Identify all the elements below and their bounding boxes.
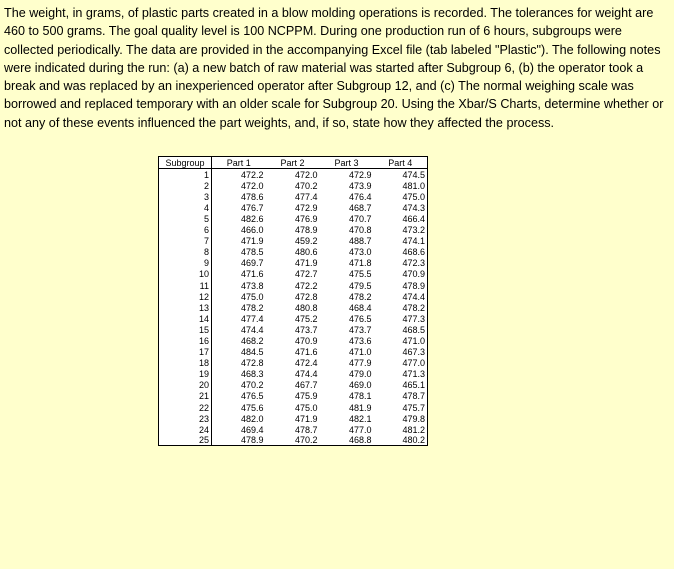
header-part-2: Part 2: [266, 157, 320, 169]
cell-subgroup: 6: [159, 224, 212, 235]
cell-part-3: 478.2: [348, 291, 372, 302]
cell-part-2: 472.9: [294, 202, 318, 213]
cell-part-1: 471.9: [240, 236, 264, 247]
table-row: [159, 401, 428, 412]
cell-part-4: 474.3: [374, 202, 428, 213]
cell-part-1: 468.2: [240, 336, 264, 346]
cell-part-3: 479.0: [348, 369, 372, 380]
cell-part-4: 468.5: [374, 324, 428, 335]
table-row: [159, 302, 428, 313]
cell-part-3: 468.4: [348, 302, 372, 313]
table-row: [159, 180, 428, 191]
cell-part-2: 472.7: [294, 269, 318, 280]
cell-part-3: 470.7: [348, 213, 372, 224]
cell-part-2: 475.9: [294, 391, 318, 402]
cell-part-3: 482.1: [348, 413, 372, 424]
cell-part-3: 473.6: [348, 336, 372, 346]
cell-part-1: 475.0: [240, 291, 264, 302]
header-part-1: Part 1: [212, 157, 266, 169]
cell-part-4: 467.3: [374, 346, 428, 357]
cell-part-3: 488.7: [348, 236, 372, 247]
cell-part-3: 473.0: [348, 247, 372, 258]
cell-subgroup: 18: [159, 357, 212, 368]
cell-part-1: 474.4: [240, 324, 264, 335]
cell-part-1: 472.0: [240, 180, 264, 191]
cell-part-2: 459.2: [294, 236, 318, 247]
cell-part-4: 474.1: [374, 235, 428, 246]
table-header-row: [159, 157, 428, 169]
table-row: [159, 169, 428, 180]
cell-part-1: 478.5: [240, 247, 264, 258]
cell-part-1: 477.4: [240, 313, 264, 324]
cell-part-4: 474.4: [374, 291, 428, 302]
cell-part-1: 482.0: [240, 413, 264, 424]
cell-part-2: 473.7: [294, 324, 318, 335]
problem-statement: The weight, in grams, of plastic parts created in a blow molding operations is recorded. The tolerances for weight are 460 to 500 grams. The goal quality level is 100 NCPPM. During one production run of 6 hours, subgroups were collected periodically. The data are provided in the accompanying Excel file (tab labeled "Plastic"). The following notes were indicated during the run: (a) a new batch of raw material was started after Subgroup 6, (b) the operator took a break and was replaced by an inexperienced operator after Subgroup 12, and (c) The normal weighing scale was borrowed and replaced temporary with an older scale for Subgroup 20. Using the Xbar/S Charts, determine whether or not any of these events influenced the part weights, and, if so, state how they affected the process.: [4, 6, 664, 130]
table-row: [159, 268, 428, 279]
table-row: [159, 435, 428, 446]
cell-subgroup: 23: [159, 413, 212, 424]
cell-part-1: 478.9: [212, 435, 266, 446]
cell-part-4: 465.1: [374, 379, 428, 390]
cell-part-1: 473.8: [240, 280, 264, 291]
cell-part-3: 475.5: [348, 269, 372, 280]
cell-part-2: 472.8: [294, 291, 318, 302]
cell-subgroup: 20: [159, 379, 212, 390]
cell-part-1: 475.6: [240, 402, 264, 413]
cell-subgroup: 25: [159, 435, 212, 446]
cell-part-4: 481.2: [374, 424, 428, 435]
cell-part-2: 471.9: [294, 413, 318, 424]
cell-subgroup: 5: [159, 213, 212, 224]
cell-part-1: 478.2: [240, 302, 264, 313]
cell-part-2: 470.9: [294, 336, 318, 346]
table-row: [159, 291, 428, 302]
cell-part-2: 471.6: [294, 347, 318, 358]
table-row: [159, 224, 428, 235]
table-row: [159, 368, 428, 379]
table-row: [159, 279, 428, 290]
cell-part-3: 472.9: [348, 169, 372, 180]
cell-subgroup: 12: [159, 291, 212, 302]
table-row: [159, 413, 428, 424]
cell-part-3: 476.5: [348, 313, 372, 324]
header-part-4: Part 4: [374, 157, 428, 169]
cell-subgroup: 11: [159, 279, 212, 290]
cell-part-4: 473.2: [374, 224, 428, 235]
cell-subgroup: 3: [159, 191, 212, 202]
table-row: [159, 257, 428, 268]
cell-part-1: 472.8: [240, 358, 264, 369]
cell-part-4: 478.9: [374, 279, 428, 290]
cell-part-1: 476.7: [240, 202, 264, 213]
cell-part-3: 468.7: [348, 202, 372, 213]
cell-part-3: 481.9: [348, 402, 372, 413]
cell-part-1: 482.6: [240, 213, 264, 224]
cell-subgroup: 24: [159, 424, 212, 435]
cell-part-4: 474.5: [374, 169, 428, 180]
cell-part-1: 471.6: [240, 269, 264, 280]
cell-subgroup: 7: [159, 235, 212, 246]
cell-part-2: 478.9: [294, 225, 318, 236]
cell-part-1: 478.6: [240, 191, 264, 202]
cell-part-4: 470.9: [374, 268, 428, 279]
table-row: [159, 246, 428, 257]
cell-subgroup: 9: [159, 257, 212, 268]
table-row: [159, 313, 428, 324]
cell-part-1: 469.7: [240, 258, 264, 269]
cell-part-1: 484.5: [240, 347, 264, 358]
table-row: [159, 202, 428, 213]
cell-part-3: 473.9: [348, 180, 372, 191]
cell-part-4: 471.3: [374, 368, 428, 379]
table-row: [159, 235, 428, 246]
header-subgroup: Subgroup: [159, 157, 212, 169]
cell-part-2: 474.4: [294, 369, 318, 380]
cell-part-4: 477.3: [374, 313, 428, 324]
table-row: [159, 357, 428, 368]
cell-part-3: 478.1: [348, 391, 372, 402]
cell-part-3: 468.8: [320, 435, 374, 446]
table-row: [159, 324, 428, 335]
cell-part-2: 467.7: [294, 380, 318, 391]
cell-part-1: 469.4: [240, 424, 264, 435]
table-row: [159, 346, 428, 357]
cell-subgroup: 22: [159, 401, 212, 412]
cell-part-2: 476.9: [294, 213, 318, 224]
cell-part-3: 473.7: [348, 324, 372, 335]
cell-subgroup: 16: [159, 335, 212, 346]
cell-part-3: 470.8: [348, 225, 372, 236]
cell-part-1: 476.5: [240, 391, 264, 402]
cell-part-4: 478.2: [374, 302, 428, 313]
cell-subgroup: 21: [159, 390, 212, 401]
cell-part-2: 478.7: [294, 424, 318, 435]
cell-part-3: 471.8: [348, 258, 372, 269]
cell-subgroup: 17: [159, 346, 212, 357]
cell-subgroup: 13: [159, 302, 212, 313]
cell-part-2: 471.9: [294, 258, 318, 269]
cell-part-1: 472.2: [240, 169, 264, 180]
plastic-weights-table: [158, 156, 428, 446]
cell-subgroup: 15: [159, 324, 212, 335]
cell-subgroup: 4: [159, 202, 212, 213]
cell-part-3: 479.5: [348, 280, 372, 291]
cell-part-2: 472.2: [294, 280, 318, 291]
cell-part-4: 481.0: [374, 180, 428, 191]
cell-part-4: 478.7: [374, 390, 428, 401]
cell-part-4: 468.6: [374, 246, 428, 257]
cell-subgroup: 1: [159, 169, 212, 180]
cell-part-2: 475.0: [294, 402, 318, 413]
cell-part-2: 470.2: [266, 435, 320, 446]
header-part-3: Part 3: [320, 157, 374, 169]
cell-subgroup: 19: [159, 368, 212, 379]
cell-part-4: 471.0: [374, 335, 428, 346]
cell-part-2: 480.6: [294, 247, 318, 258]
cell-part-3: 477.9: [348, 358, 372, 369]
table-row: [159, 335, 428, 346]
cell-part-2: 475.2: [294, 313, 318, 324]
cell-part-4: 466.4: [374, 213, 428, 224]
cell-part-1: 468.3: [240, 369, 264, 380]
table-row: [159, 191, 428, 202]
cell-part-2: 480.8: [294, 302, 318, 313]
cell-part-2: 472.0: [294, 169, 318, 180]
cell-part-3: 477.0: [348, 424, 372, 435]
cell-part-4: 480.2: [374, 435, 428, 446]
cell-part-4: 472.3: [374, 257, 428, 268]
cell-part-3: 476.4: [348, 191, 372, 202]
cell-part-3: 469.0: [348, 380, 372, 391]
table-row: [159, 424, 428, 435]
table-row: [159, 390, 428, 401]
cell-part-2: 477.4: [294, 191, 318, 202]
table-row: [159, 379, 428, 390]
cell-part-1: 466.0: [240, 225, 264, 236]
cell-part-4: 479.8: [374, 413, 428, 424]
cell-part-4: 475.7: [374, 401, 428, 412]
cell-part-4: 477.0: [374, 357, 428, 368]
cell-subgroup: 10: [159, 268, 212, 279]
cell-part-1: 470.2: [240, 380, 264, 391]
cell-part-3: 471.0: [348, 347, 372, 358]
cell-part-4: 475.0: [374, 191, 428, 202]
cell-subgroup: 8: [159, 246, 212, 257]
cell-part-2: 472.4: [294, 358, 318, 369]
table-row: [159, 213, 428, 224]
cell-subgroup: 14: [159, 313, 212, 324]
cell-subgroup: 2: [159, 180, 212, 191]
cell-part-2: 470.2: [294, 180, 318, 191]
